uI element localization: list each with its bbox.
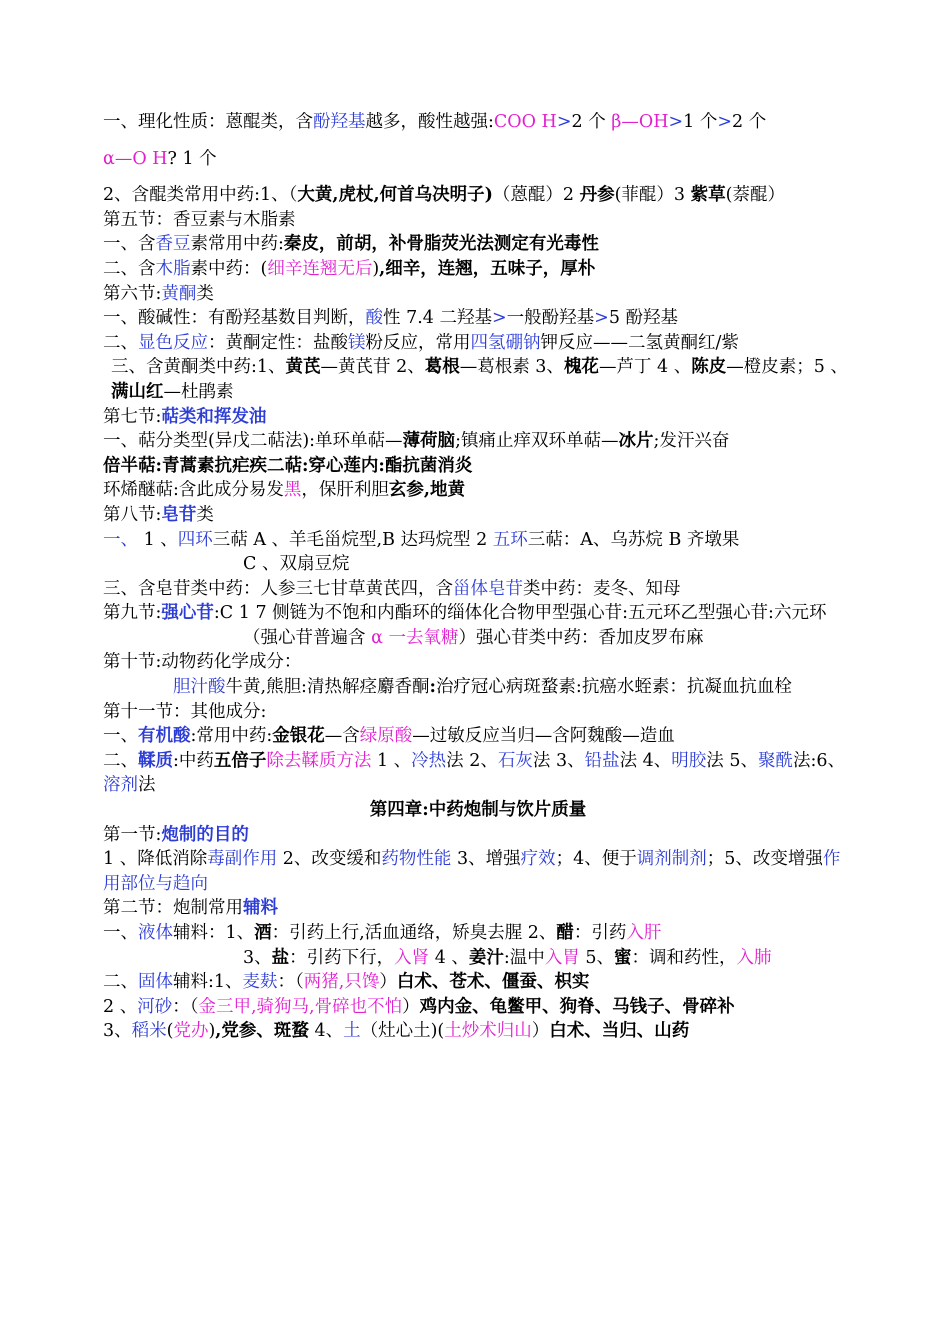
line-32 xyxy=(103,970,853,995)
text-run: 酸 xyxy=(365,308,383,329)
text-run: ） xyxy=(379,972,397,993)
text-run: 溶剂 xyxy=(103,775,138,796)
text-run: 3、增强 xyxy=(451,849,521,870)
text-run: 两猪,只馋 xyxy=(303,972,380,993)
text-run: 入胃 xyxy=(544,947,580,968)
text-run: 越多，酸性越强: xyxy=(365,112,494,132)
text-run: 有机酸 xyxy=(138,726,191,747)
text-run: 炮制的目的 xyxy=(161,824,249,845)
text-run: 白术、当归、山药 xyxy=(549,1021,690,1042)
text-run: 槐花 xyxy=(563,357,599,378)
line-16 xyxy=(103,528,853,553)
section-11-heading xyxy=(103,700,853,725)
text-run: 入肺 xyxy=(736,947,772,968)
text-run: —橙皮素；5 、 xyxy=(726,357,848,378)
text-run: 玄参,地黄 xyxy=(388,480,465,501)
text-run: 鸡内金、龟鳖甲、狗脊、马钱子、骨碎补 xyxy=(419,996,735,1017)
spacer xyxy=(103,171,853,183)
text-run: —葛根素 3、 xyxy=(459,357,564,378)
text-run: ） xyxy=(402,996,420,1017)
text-run: 黄酮 xyxy=(161,283,197,304)
text-run: > xyxy=(717,112,733,132)
text-run: 河砂 xyxy=(137,996,173,1017)
text-run: 显色反应 xyxy=(138,332,208,353)
text-run: 一、 xyxy=(103,529,138,550)
text-run: 三、含黄酮类中药:1、 xyxy=(111,357,286,378)
text-run: 大黄,虎杖,何首乌决明子) xyxy=(297,185,493,206)
text-run: : xyxy=(429,677,436,698)
text-run: 镁 xyxy=(348,332,366,353)
text-run: 类中药：麦冬、知母 xyxy=(523,578,681,599)
line-17 xyxy=(103,552,853,577)
text-run: (萘醌） xyxy=(725,185,785,206)
text-run: 法 xyxy=(138,775,156,796)
text-run: 四氢硼钠 xyxy=(470,332,541,353)
text-run: 酚羟基 xyxy=(313,112,366,132)
text-run: 胆汁酸 xyxy=(173,677,226,698)
text-run: 3、 xyxy=(243,947,272,968)
text-run: 类 xyxy=(196,504,214,525)
text-run: ；4、便于 xyxy=(555,849,637,870)
line-30 xyxy=(103,921,853,946)
line-1 xyxy=(103,110,853,135)
text-run: COO H xyxy=(493,112,557,132)
section-6-heading xyxy=(103,282,853,307)
line-12 xyxy=(103,429,853,454)
text-run: 药物性能 xyxy=(381,849,452,870)
text-run: ：黄酮定性：盐酸 xyxy=(208,332,348,353)
text-run: 作用部位与趋向 xyxy=(103,849,841,894)
text-run: C 、双扇豆烷 xyxy=(243,554,350,575)
text-run: 法 5、 xyxy=(706,750,758,771)
text-run: 薄荷脑 xyxy=(402,431,456,452)
text-run: 法 2、 xyxy=(446,750,498,771)
text-run: 素常用中药: xyxy=(190,234,284,255)
text-run: 土炒术归山 xyxy=(444,1021,532,1042)
text-run: —黄芪苷 2、 xyxy=(320,357,425,378)
section-7-heading xyxy=(103,405,853,430)
text-run: 铅盐 xyxy=(584,750,620,771)
text-run: 法:6、 xyxy=(792,750,846,771)
text-run: 二、 xyxy=(103,972,138,993)
text-run: 一、 xyxy=(103,923,138,943)
text-run: 冷热 xyxy=(411,750,447,771)
line-18 xyxy=(103,577,853,602)
text-run: 2、改变缓和 xyxy=(277,849,382,870)
text-run: 牛黄,熊胆:清热解痉麝香酮 xyxy=(225,677,430,698)
line-5 xyxy=(103,232,853,257)
text-run: 入肾 xyxy=(394,947,430,968)
text-run: —含 xyxy=(324,726,360,747)
text-run: 3、 xyxy=(103,1021,132,1042)
line-31 xyxy=(103,946,853,971)
line-8 xyxy=(103,306,853,331)
text-run: 绿原酸 xyxy=(359,726,413,747)
text-run: —过敏反应当归—含阿魏酸—造血 xyxy=(412,726,675,747)
text-run: ；5、改变增强 xyxy=(706,849,823,870)
text-run: ,党参、斑蝥 xyxy=(215,1021,309,1042)
text-run: ，保肝利胆 xyxy=(301,480,389,501)
text-run: 法 3、 xyxy=(532,750,585,771)
text-run: 秦皮，前胡，补骨脂荧光法测定有光毒性 xyxy=(283,234,599,255)
text-run: ( xyxy=(166,1021,174,1042)
text-run: ) xyxy=(208,1021,216,1042)
text-run: ：引药上行,活血通络，矫臭去腥 2、 xyxy=(271,923,557,943)
text-run: 明胶 xyxy=(671,750,707,771)
text-run: 辅料：1、 xyxy=(173,923,255,943)
line-24 xyxy=(103,724,853,749)
text-run: 性 7.4 二羟基 xyxy=(383,308,492,329)
text-run: 2、含醌类常用中药:1、（ xyxy=(103,185,298,206)
text-run: 一、 xyxy=(103,726,138,747)
text-run: 白术、苍术、僵蚕、枳实 xyxy=(396,972,590,993)
text-run: 钾反应——二氢黄酮红/紫 xyxy=(540,332,739,353)
text-run: ) xyxy=(372,258,380,279)
line-2 xyxy=(103,147,853,172)
text-run: 2 个 xyxy=(732,112,767,132)
text-run: 除去鞣质方法 xyxy=(266,750,372,771)
line-3 xyxy=(103,183,853,208)
text-run: ：（ xyxy=(277,972,304,993)
line-34 xyxy=(103,1019,853,1044)
line-28 xyxy=(103,847,853,896)
text-run: 一、理化性质：蒽醌类，含 xyxy=(103,112,313,132)
text-run: ）强心苷类中药：香加皮罗布麻 xyxy=(458,627,704,648)
text-run: > xyxy=(491,308,507,329)
text-run: —杜鹃素 xyxy=(163,381,234,402)
text-run: （灶心土)( xyxy=(360,1021,445,1042)
text-run: 盐 xyxy=(271,947,290,968)
text-run: :温中 xyxy=(503,947,545,968)
text-run: 强心苷 xyxy=(161,603,214,624)
chapter-4-section-1 xyxy=(103,823,853,848)
text-run: ;镇痛止痒双环单萜— xyxy=(455,431,619,452)
line-6 xyxy=(103,257,853,282)
text-run: ：（ xyxy=(172,996,199,1017)
text-run: α—O H xyxy=(103,148,168,169)
text-run: 第六节: xyxy=(103,283,162,304)
text-run: 第五节：香豆素与木脂素 xyxy=(103,209,296,230)
section-10-heading xyxy=(103,650,853,675)
text-run: 2 个 xyxy=(571,112,612,132)
text-run: 一般酚羟基 xyxy=(506,308,595,329)
text-run: α 一去氧糖 xyxy=(371,627,459,648)
text-run: ,细辛，连翘，五味子，厚朴 xyxy=(379,258,596,279)
text-run: 麦麸 xyxy=(242,972,278,993)
line-13 xyxy=(103,454,853,479)
text-run: > xyxy=(556,112,572,132)
text-run: 5、 xyxy=(579,947,615,968)
text-run: 黑 xyxy=(283,480,302,501)
text-run: 鞣质 xyxy=(138,750,173,771)
text-run: 疗效 xyxy=(520,849,556,870)
text-run: 第七节: xyxy=(103,406,162,427)
text-run: β—OH xyxy=(611,112,669,132)
text-run: 醋 xyxy=(556,923,574,943)
text-run: 金三甲,骑狗马,骨碎也不怕 xyxy=(198,996,403,1017)
text-run: 素中药：( xyxy=(190,258,268,279)
text-run: （强心苷普遍含 xyxy=(243,627,372,648)
line-33 xyxy=(103,995,853,1020)
text-run: 1 、 xyxy=(138,529,178,550)
text-run: 法 4、 xyxy=(619,750,672,771)
text-run: 葛根 xyxy=(424,357,460,378)
text-run: 第八节: xyxy=(103,504,162,525)
text-run: 三萜：A、乌苏烷 B 齐墩果 xyxy=(527,529,740,550)
text-run: > xyxy=(668,112,684,132)
line-9 xyxy=(103,331,853,356)
text-run: —芦丁 4 、 xyxy=(598,357,692,378)
text-run: :常用中药: xyxy=(190,726,273,747)
text-run: 第四章:中药炮制与饮片质量 xyxy=(369,800,587,821)
document-body xyxy=(103,110,853,1044)
text-run: (菲醌）3 xyxy=(614,185,691,206)
text-run: 1 、降低消除 xyxy=(103,849,208,870)
text-run: 毒副作用 xyxy=(207,849,278,870)
text-run: 第二节：炮制常用 xyxy=(103,898,243,919)
line-20 xyxy=(103,626,853,651)
section-8-heading xyxy=(103,503,853,528)
text-run: 5 酚羟基 xyxy=(608,308,679,329)
text-run: 紫草 xyxy=(690,185,726,206)
text-run: 酒 xyxy=(254,923,272,943)
text-run: 丹参 xyxy=(579,185,615,206)
text-run: 稻米 xyxy=(131,1021,167,1042)
text-run: 4、 xyxy=(308,1021,344,1042)
text-run: 五环 xyxy=(492,529,528,550)
line-10 xyxy=(103,355,853,404)
text-run: 1 、 xyxy=(371,750,412,771)
text-run: 环烯醚萜:含此成分易发 xyxy=(103,480,284,501)
text-run: 第九节: xyxy=(103,603,162,624)
text-run: 四环 xyxy=(177,529,213,550)
text-run: 一、含 xyxy=(103,234,156,255)
text-run: 类 xyxy=(196,283,214,304)
line-14 xyxy=(103,478,853,503)
text-run: 2 、 xyxy=(103,996,138,1017)
text-run: 4 、 xyxy=(429,947,469,968)
text-run: 陈皮 xyxy=(691,357,727,378)
text-run: 二、含 xyxy=(103,258,156,279)
text-run: ：调和药性， xyxy=(631,947,737,968)
text-run: 冰片 xyxy=(618,431,654,452)
text-run: 1 个 xyxy=(683,112,718,132)
text-run: 第十一节：其他成分: xyxy=(103,701,267,722)
text-run: :中药 xyxy=(173,750,214,771)
text-run: > xyxy=(594,308,609,329)
text-run: 辅料 xyxy=(243,898,278,919)
text-run: 香豆 xyxy=(155,234,191,255)
text-run: 三、含皂苷类中药：人参三七甘草黄芪四，含 xyxy=(103,578,453,599)
text-run: 木脂 xyxy=(155,258,191,279)
section-5-heading xyxy=(103,208,853,233)
text-run: 党办 xyxy=(173,1021,209,1042)
text-run: 聚酰 xyxy=(757,750,793,771)
text-run: 倍半萜:青蒿素抗疟疾二萜:穿心莲内:酯抗菌消炎 xyxy=(103,455,473,476)
text-run: 辅料:1、 xyxy=(173,972,243,993)
text-run: 满山红 xyxy=(111,381,164,402)
text-run: 甾体皂苷 xyxy=(453,578,523,599)
line-25 xyxy=(103,749,853,798)
text-run: 治疗冠心病斑蝥素:抗癌水蛭素：抗凝血抗血栓 xyxy=(435,677,792,698)
text-run: 姜汁 xyxy=(468,947,504,968)
line-22 xyxy=(103,675,853,700)
chapter-4-heading xyxy=(103,798,853,823)
text-run: 石灰 xyxy=(497,750,533,771)
text-run: 细辛连翘无后 xyxy=(267,258,373,279)
text-run: 二、 xyxy=(103,332,138,353)
text-run: 萜类和挥发油 xyxy=(161,406,267,427)
text-run: 固体 xyxy=(138,972,173,993)
section-9-heading xyxy=(103,601,853,626)
text-run: 皂苷 xyxy=(161,504,197,525)
text-run: ? 1 个 xyxy=(167,148,217,169)
text-run: 一、萜分类型(异戊二萜法):单环单萜— xyxy=(103,431,403,452)
text-run: （蒽醌）2 xyxy=(492,185,580,206)
text-run: 黄芪 xyxy=(285,357,321,378)
spacer xyxy=(103,135,853,147)
text-run: 二、 xyxy=(103,750,138,771)
text-run: 调剂制剂 xyxy=(636,849,707,870)
chapter-4-section-2 xyxy=(103,896,853,921)
text-run: 第十节:动物药化学成分： xyxy=(103,652,302,673)
text-run: :C 1 7 侧链为不饱和内酯环的缁体化合物甲型强心苷:五元环乙型强心苷:六元环 xyxy=(213,603,827,624)
text-run: 金银花 xyxy=(272,726,325,747)
text-run: 五倍子 xyxy=(213,750,267,771)
text-run: 第一节: xyxy=(103,824,162,845)
text-run: ：引药下行， xyxy=(289,947,395,968)
text-run: 蜜 xyxy=(614,947,632,968)
text-run: 一、酸碱性：有酚羟基数目判断， xyxy=(103,308,366,329)
text-run: 粉反应，常用 xyxy=(365,332,471,353)
text-run: 三萜 A 、羊毛甾烷型,B 达玛烷型 2 xyxy=(212,529,493,550)
text-run: 入肝 xyxy=(626,923,662,943)
text-run: 液体 xyxy=(138,923,173,943)
text-run: ;发汗兴奋 xyxy=(653,431,730,452)
text-run: 土 xyxy=(343,1021,361,1042)
text-run: ） xyxy=(531,1021,550,1042)
text-run: ：引药 xyxy=(573,923,627,943)
